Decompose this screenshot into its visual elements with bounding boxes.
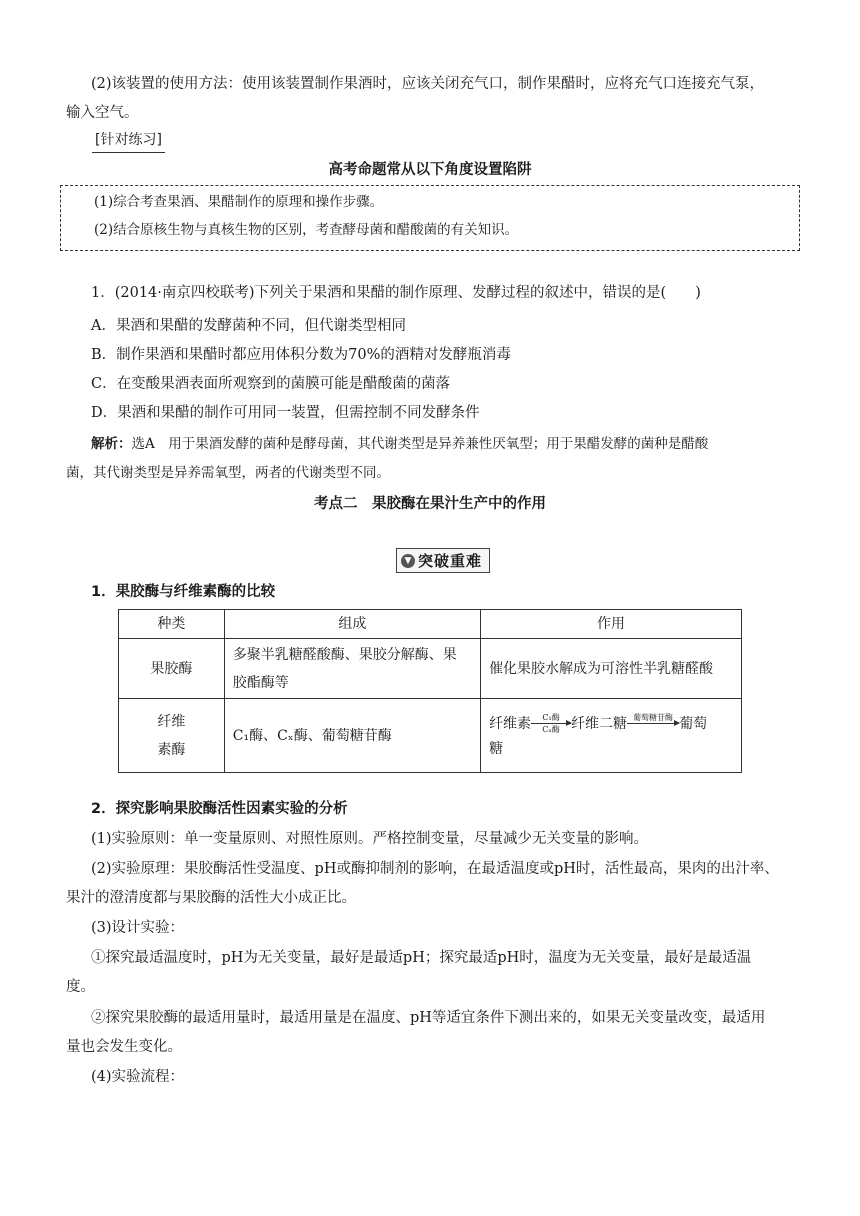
reaction-arrow-1 [531,713,571,734]
header-effect: 作用 [481,610,742,639]
header-kind: 种类 [119,610,225,639]
analysis-line-1: 选A 用于果酒发酵的菌种是酵母菌，其代谢类型是异养兼性厌氧型；用于果醋发酵的菌种是醋酸 [131,436,709,452]
practice-tag: [针对练习] [92,128,165,153]
arrow1-bottom-label: Cₓ酶 [542,725,560,734]
stem-rest: )下列关于果酒和果醋的制作原理、发酵过程的叙述中，错误的是( ) [248,285,701,301]
option-c: C．在变酸果酒表面所观察到的菌膜可能是醋酸菌的菌落 [91,376,451,392]
arrow2-top-label: 葡萄糖苷酶 [633,713,674,722]
effect-cellulose: 纤维素 [489,715,532,732]
usage-paragraph [66,70,798,99]
cellulase-effect [481,699,742,773]
table-row [119,639,742,699]
trap-title: 高考命题常从以下角度设置陷阱 [328,162,532,178]
flow-line: (4)实验流程： [91,1069,185,1085]
pectinase-comp-line-2: 胶酯酶等 [232,674,289,691]
question-stem [66,279,798,308]
usage-line-2: 输入空气。 [66,105,139,121]
analysis-paragraph-cont [66,459,798,488]
pectinase-kind: 果胶酶 [119,639,225,699]
cellulase-kind [119,699,225,773]
trap-item-2: (2)结合原核生物与真核生物的区别，考查酵母菌和醋酸菌的有关知识。 [94,222,519,238]
design-item-1-line-2: 度。 [66,979,95,995]
arrow-right-icon [627,723,679,724]
table-row [119,699,742,773]
usage-line-1: (2)该装置的使用方法：使用该装置制作果酒时，应该关闭充气口，制作果醋时，应将充气口连接充气泵， [91,76,765,92]
usage-paragraph-cont [66,99,798,128]
section-title: 考点二 果胶酶在果汁生产中的作用 [314,496,546,512]
pectinase-effect: 催化果胶水解成为可溶性半乳糖醛酸 [481,639,742,699]
header-composition: 组成 [224,610,480,639]
option-b: B．制作果酒和果醋时都应用体积分数为70%的酒精对发酵瓶消毒 [91,347,511,363]
pectinase-comp-line-1: 多聚半乳糖醛酸酶、果胶分解酶、果 [232,646,457,663]
table-header-row [119,610,742,639]
cellulase-kind-line-2: 素酶 [157,741,186,758]
cellulase-kind-line-1: 纤维 [157,713,186,730]
chevron-down-icon: ▼ [401,554,415,568]
theory-line-2: 果汁的澄清度都与果胶酶的活性大小成正比。 [66,890,356,906]
trap-item-1: (1)综合考查果酒、果醋制作的原理和操作步骤。 [94,194,384,210]
stem-prefix: 1．(2014· [91,285,162,301]
section-badge [396,548,490,573]
badge-label: 突破重难 [418,552,483,570]
analysis-line-2: 菌，其代谢类型是异养需氧型，两者的代谢类型不同。 [66,465,390,481]
stem-source: 南京四校联考 [161,285,249,301]
analysis-label: 解析： [91,436,132,452]
option-d: D．果酒和果醋的制作可用同一装置，但需控制不同发酵条件 [91,405,480,421]
arrow-right-icon [531,723,571,724]
effect-glucose-part1: 葡萄 [679,715,708,732]
effect-glucose-part2: 糖 [489,740,504,757]
effect-cellobiose: 纤维二糖 [571,715,628,732]
comparison-table [118,609,742,773]
cellulase-effect-line-1 [489,711,733,737]
pectinase-composition [224,639,480,699]
design-item-2-line-2: 量也会发生变化。 [66,1039,182,1055]
design-item-2-line-1: ②探究果胶酶的最适用量时，最适用量是在温度、pH等适宜条件下测出来的，如果无关变量改变，最适用 [91,1010,766,1026]
theory-line-1: (2)实验原理：果胶酶活性受温度、pH或酶抑制剂的影响，在最适温度或pH时，活性最高，果肉的出汁率、 [91,861,779,877]
explore-title: 2．探究影响果胶酶活性因素实验的分析 [91,801,348,817]
design-item-1-line-1: ①探究最适温度时，pH为无关变量，最好是最适pH；探究最适pH时，温度为无关变量，最好是最适温 [91,950,752,966]
principle-line: (1)实验原则：单一变量原则、对照性原则。严格控制变量，尽量减少无关变量的影响。 [91,831,649,847]
design-line: (3)设计实验： [91,920,185,936]
option-a: A．果酒和果醋的发酵菌种不同，但代谢类型相同 [91,318,406,334]
trap-box [60,185,800,251]
arrow1-top-label: C₁酶 [542,713,560,722]
analysis-paragraph [66,430,798,459]
compare-title: 1．果胶酶与纤维素酶的比较 [91,584,276,600]
reaction-arrow-2 [627,713,679,734]
cellulase-composition: C₁酶、Cₓ酶、葡萄糖苷酶 [224,699,480,773]
